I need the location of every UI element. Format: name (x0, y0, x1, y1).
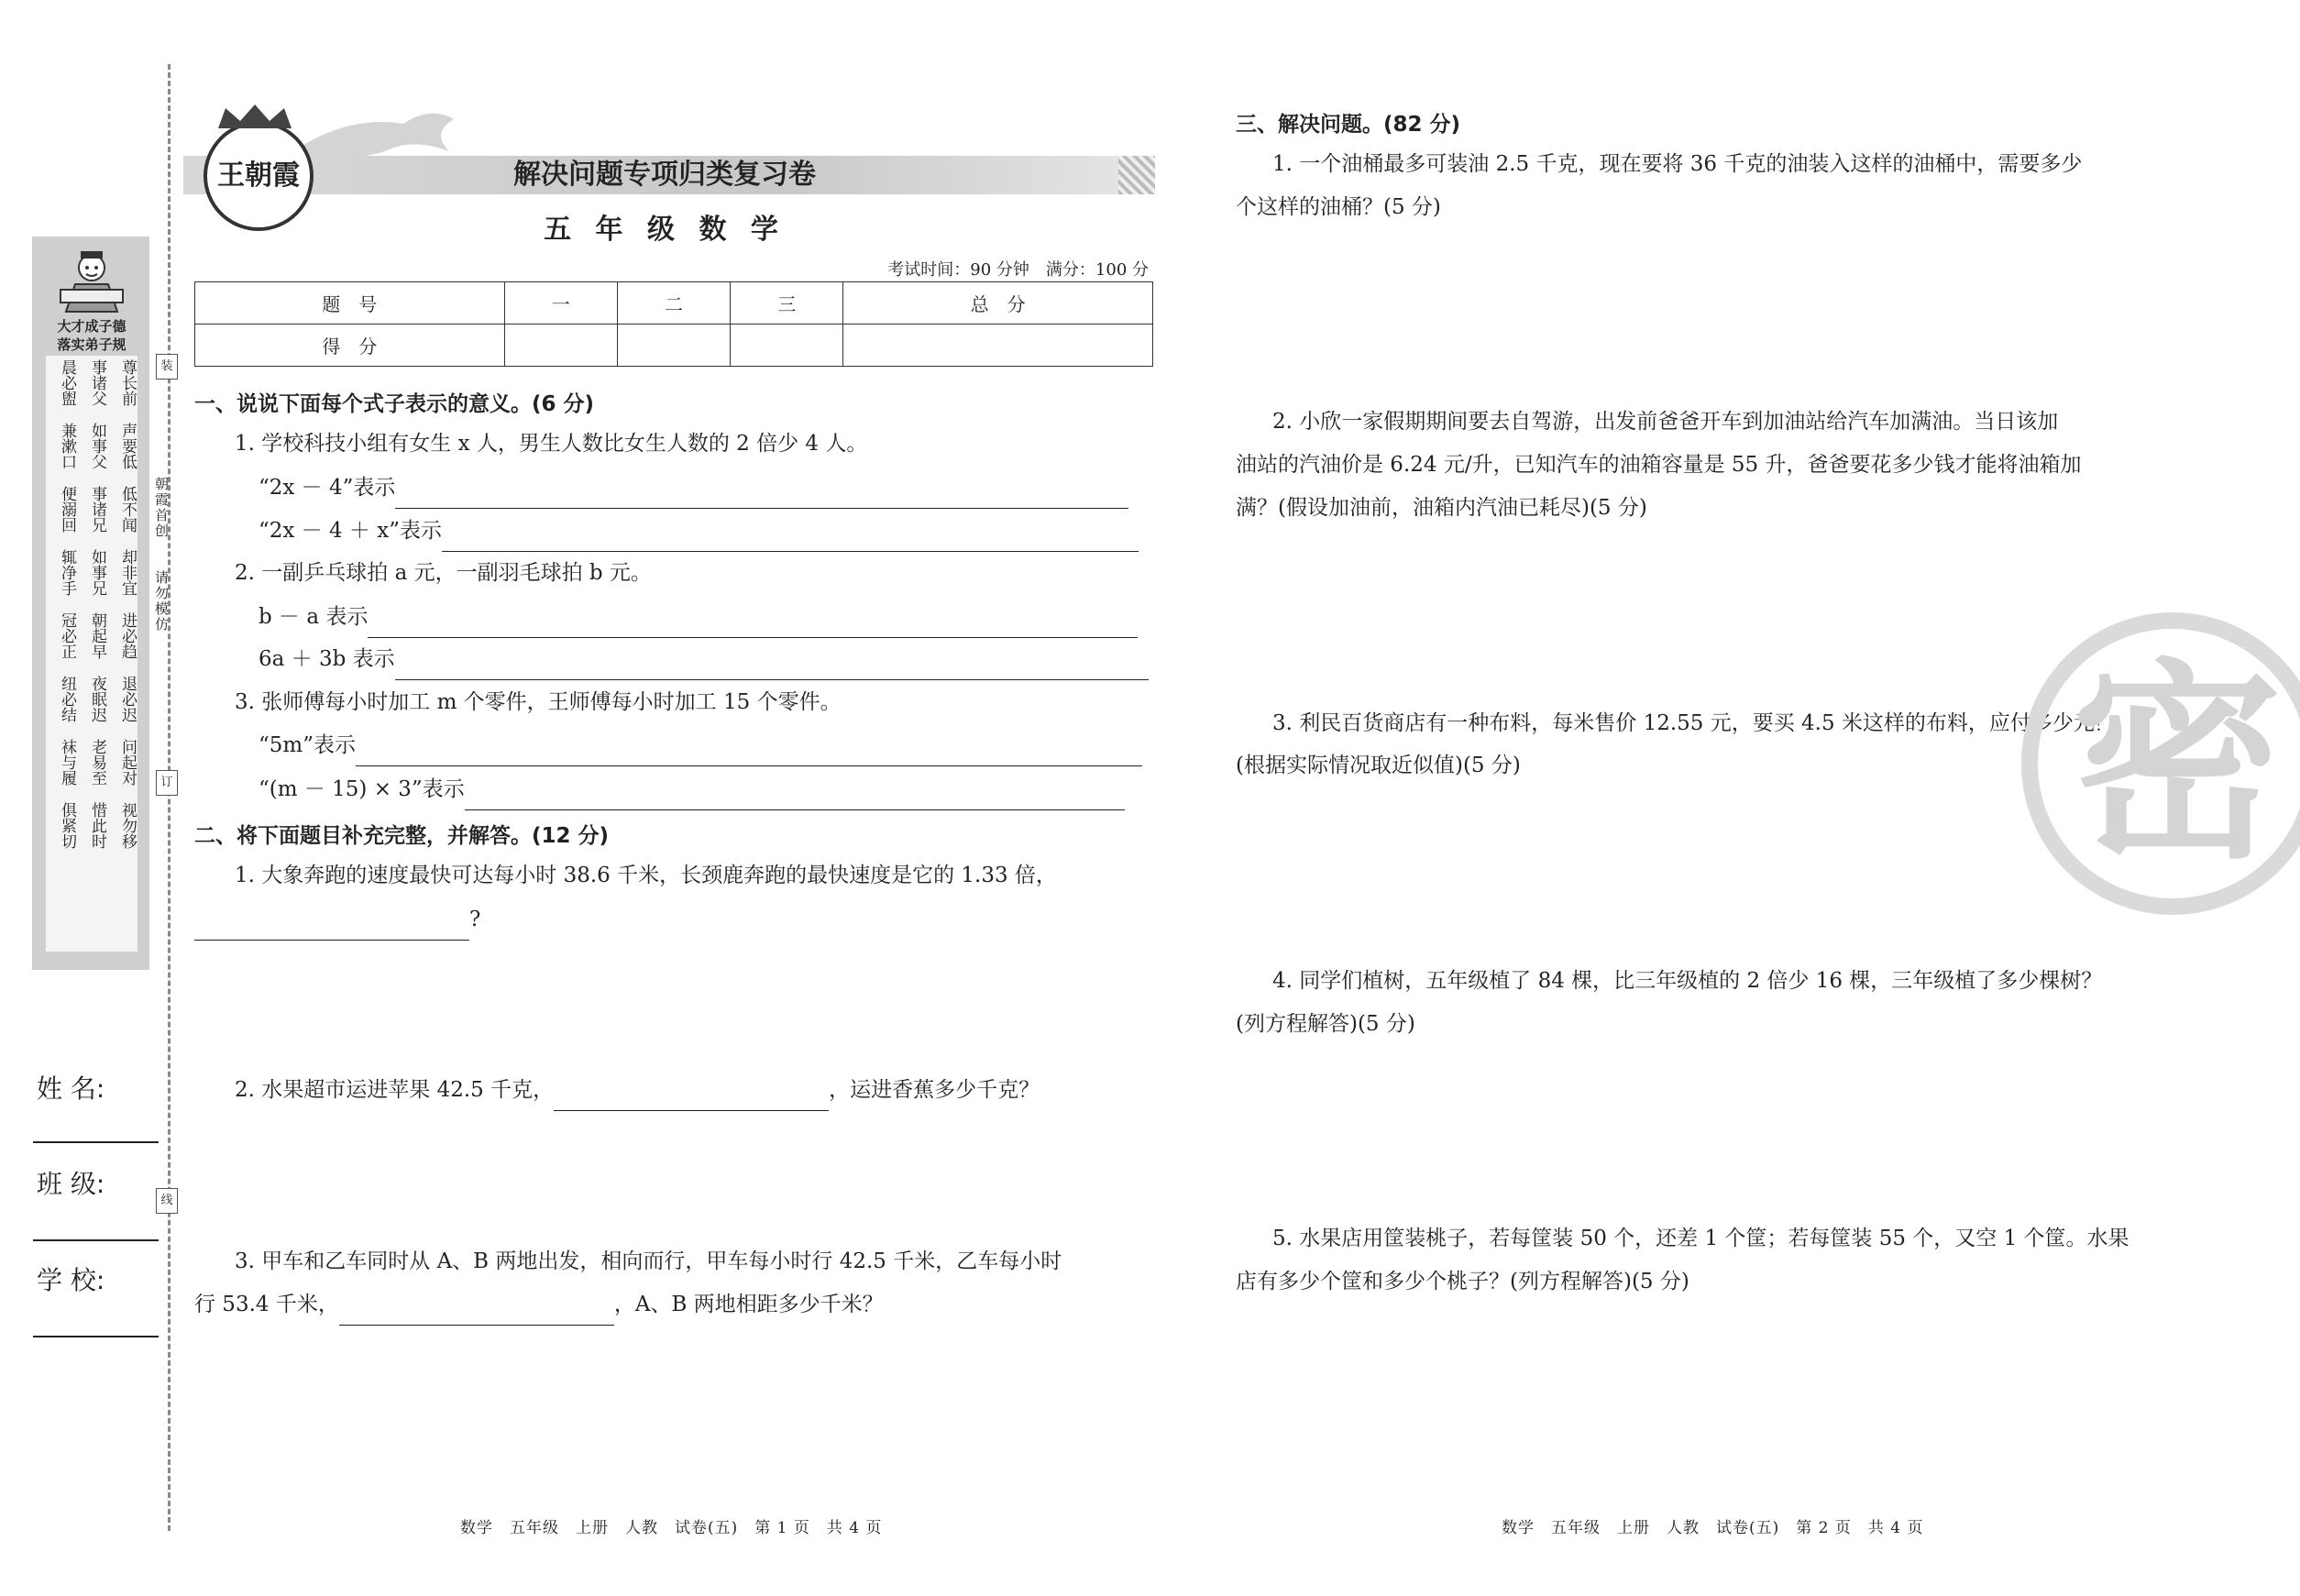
answer-line[interactable] (465, 787, 1125, 810)
scholar-mascot-icon (53, 248, 130, 314)
couplet-text: 事诸父 (88, 359, 106, 406)
vertical-note-original: 朝霞首创 (153, 477, 170, 539)
s3-question-3-cont: (根据实际情况取近似值)(5 分) (1236, 754, 1521, 777)
exam-info: 考试时间：90 分钟 满分：100 分 (887, 260, 1149, 280)
footer-page-2: 数学 五年级 上册 人教 试卷(五) 第 2 页 共 4 页 (1502, 1519, 1924, 1537)
couplet-row (48, 486, 136, 533)
s1-q1-part-a (259, 467, 1128, 509)
s3-question-2-cont2: 满？(假设加油前，油箱内汽油已耗尽)(5 分) (1236, 496, 1647, 520)
couplet-text: 冠必正 (58, 612, 76, 659)
couplet-text: 进必趋 (118, 612, 137, 659)
table-row (195, 282, 1153, 325)
sidebar-couplets (48, 359, 136, 865)
couplet-text: 惜此时 (88, 802, 106, 849)
s2-question-2 (235, 1069, 1040, 1111)
sidebar-motto (39, 317, 145, 354)
answer-line[interactable] (554, 1088, 829, 1111)
table-row (195, 325, 1153, 367)
s3-question-5: 5. 水果店用筐装桃子，若每筐装 50 个，还差 1 个筐；若每筐装 55 个，又空 1 个筐。水果 (1272, 1227, 2129, 1250)
couplet-text: 视勿移 (118, 802, 137, 849)
s2-q3-end: ，A、B 两地相距多少千米？ (613, 1293, 884, 1316)
s1-q2-part-b (259, 638, 1149, 680)
couplet-text: 便溺回 (58, 486, 76, 533)
table-cell: 总 分 (843, 282, 1153, 325)
couplet-text: 辄净手 (58, 549, 76, 596)
couplet-text: 纽必结 (58, 676, 76, 722)
s3-question-1-cont: 个这样的油桶？(5 分) (1236, 195, 1441, 219)
s2-q1-blank (194, 898, 480, 941)
couplet-text: 事诸兄 (88, 486, 106, 533)
s3-question-1: 1. 一个油桶最多可装油 2.5 千克，现在要将 36 千克的油装入这样的油桶中，需要多少 (1272, 152, 2083, 176)
answer-line[interactable] (194, 918, 469, 941)
couplet-row (48, 549, 136, 596)
vertical-note-no-copy: 请勿模仿 (153, 570, 170, 633)
s2-q3-start: 行 53.4 千米， (194, 1293, 339, 1316)
answer-line[interactable] (356, 743, 1142, 766)
answer-line[interactable] (339, 1303, 614, 1326)
table-cell: 题 号 (195, 282, 505, 325)
s3-question-2: 2. 小欣一家假期期间要去自驾游，出发前爸爸开车到加油站给汽车加满油。当日该加 (1272, 410, 2059, 434)
score-input-cell[interactable] (617, 325, 730, 367)
footer-page-1: 数学 五年级 上册 人教 试卷(五) 第 1 页 共 4 页 (460, 1519, 883, 1537)
table-cell: 得 分 (195, 325, 505, 367)
s1-q2a-label: b － a 表示 (259, 605, 369, 629)
couplet-row (48, 739, 136, 786)
section1-heading: 一、说说下面每个式子表示的意义。(6 分) (194, 392, 595, 416)
answer-line[interactable] (395, 657, 1149, 680)
answer-line[interactable] (368, 615, 1138, 638)
s3-question-4-cont: (列方程解答)(5 分) (1236, 1012, 1415, 1036)
s2-q1-end: ? (469, 908, 481, 931)
s1-q1-part-b (259, 510, 1139, 552)
couplet-row (48, 359, 136, 406)
s1-q3a-label: “5m”表示 (259, 733, 356, 757)
class-field[interactable] (33, 1239, 159, 1241)
couplet-row (48, 423, 136, 469)
confidential-stamp-char: 密 (2071, 643, 2283, 887)
couplet-text: 却非宜 (118, 549, 137, 596)
couplet-text: 袜与履 (58, 739, 76, 786)
binding-label-ding: 订 (156, 770, 178, 796)
score-table (194, 281, 1153, 367)
couplet-text: 问起对 (118, 739, 137, 786)
couplet-text: 兼漱口 (58, 423, 76, 469)
s1-q2-part-a (259, 596, 1138, 638)
section2-heading: 二、将下面题目补充完整，并解答。(12 分) (194, 824, 610, 848)
couplet-row (48, 802, 136, 849)
answer-line[interactable] (395, 486, 1128, 509)
name-label: 姓 名: (37, 1073, 105, 1104)
crown-icon (209, 103, 301, 130)
s2-q2-start: 2. 水果超市运进苹果 42.5 千克， (235, 1078, 555, 1102)
s3-question-4: 4. 同学们植树，五年级植了 84 棵，比三年级植的 2 倍少 16 棵，三年级植了多少棵树？ (1272, 969, 2103, 993)
couplet-text: 老易至 (88, 739, 106, 786)
score-input-cell[interactable] (504, 325, 617, 367)
school-field[interactable] (33, 1336, 159, 1337)
couplet-text: 如事兄 (88, 549, 106, 596)
s2-q3-line2 (194, 1283, 884, 1326)
s1-q1a-label: “2x － 4”表示 (259, 476, 396, 500)
s3-question-3: 3. 利民百货商店有一种布料，每米售价 12.55 元，要买 4.5 米这样的布料，应付多少元？ (1272, 711, 2116, 735)
s1-q3-part-a (259, 724, 1142, 766)
s1-q3b-label: “(m － 15) × 3”表示 (259, 777, 465, 801)
couplet-text: 夜眠迟 (88, 676, 106, 722)
s3-question-2-cont: 油站的汽油价是 6.24 元/升，已知汽车的油箱容量是 55 升，爸爸要花多少钱才能将油箱加 (1236, 453, 2082, 477)
s3-question-5-cont: 店有多少个筐和多少个桃子？(列方程解答)(5 分) (1236, 1270, 1689, 1293)
motto-line-1: 大才成子德 (57, 318, 127, 335)
score-input-cell[interactable] (731, 325, 843, 367)
motto-line-2: 落实弟子规 (57, 336, 127, 353)
couplet-text: 俱紧切 (58, 802, 76, 849)
couplet-text: 如事父 (88, 423, 106, 469)
binding-label-zhuang: 装 (156, 354, 178, 380)
binding-dashed-line (168, 64, 171, 1531)
page-title: 解决问题专项归类复习卷 (513, 159, 816, 191)
section3-heading: 三、解决问题。(82 分) (1236, 113, 1461, 137)
name-field[interactable] (33, 1141, 159, 1143)
s1-question-2: 2. 一副乒乓球拍 a 元，一副羽毛球拍 b 元。 (235, 561, 652, 585)
couplet-row (48, 676, 136, 722)
page-subtitle: 五 年 级 数 学 (544, 214, 786, 246)
s1-q1b-label: “2x － 4 ＋ x”表示 (259, 519, 442, 543)
s2-q2-end: ，运进香蕉多少千克？ (829, 1078, 1040, 1102)
s1-question-1: 1. 学校科技小组有女生 x 人，男生人数比女生人数的 2 倍少 4 人。 (235, 432, 868, 456)
couplet-row (48, 612, 136, 659)
binding-label-xian: 线 (156, 1188, 178, 1214)
couplet-text: 退必迟 (118, 676, 137, 722)
class-label: 班 级: (37, 1169, 105, 1199)
s1-q2b-label: 6a ＋ 3b 表示 (259, 647, 395, 671)
couplet-text: 尊长前 (118, 359, 137, 406)
s2-question-3: 3. 甲车和乙车同时从 A、B 两地出发，相向而行，甲车每小时行 42.5 千米，乙车每小时 (235, 1249, 1062, 1273)
couplet-text: 声要低 (118, 423, 137, 469)
couplet-text: 低不闻 (118, 486, 137, 533)
logo-text: 王朝霞 (217, 160, 300, 192)
school-label: 学 校: (37, 1265, 105, 1295)
table-cell: 二 (617, 282, 730, 325)
couplet-text: 晨必盥 (58, 359, 76, 406)
answer-line[interactable] (442, 529, 1139, 552)
couplet-text: 朝起早 (88, 612, 106, 659)
s1-q3-part-b (259, 768, 1125, 810)
score-input-cell[interactable] (843, 325, 1153, 367)
table-cell: 三 (731, 282, 843, 325)
s1-question-3: 3. 张师傅每小时加工 m 个零件，王师傅每小时加工 15 个零件。 (235, 690, 842, 714)
s2-question-1: 1. 大象奔跑的速度最快可达每小时 38.6 千米，长颈鹿奔跑的最快速度是它的 1.33 倍， (235, 864, 1057, 887)
table-cell: 一 (504, 282, 617, 325)
